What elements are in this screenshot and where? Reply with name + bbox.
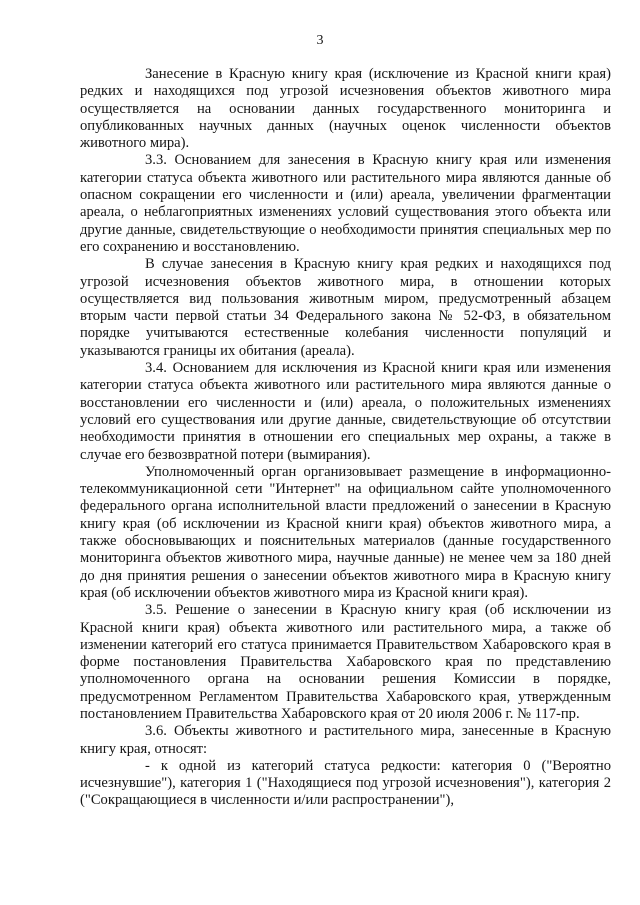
paragraph-3-6: 3.6. Объекты животного и растительного мира, занесенные в Красную книгу края, относят:	[80, 723, 611, 757]
paragraph-hunting-species: В случае занесения в Красную книгу края редких и находящихся под угрозой исчезновения объектов животного мира, в отношении которых осуществляется вид пользования животным миром, предусмотренный абзацем вторым части первой статьи 34 Федерального закона № 52-ФЗ, в обязательном порядке учитываются естественные колебания численности популяций и указываются границы их обитания (ареала).	[80, 256, 611, 359]
paragraph-internet-publication: Уполномоченный орган организовывает размещение в информационно-телекоммуникационной сети "Интернет" на официальном сайте уполномоченного федерального органа исполнительной власти предложений о занесении в Красную книгу края (об исключении из Красной книги края) объектов животного мира, а также обосновывающих и пояснительных материалов (данные государственного мониторинга объектов животного мира, научные данные) не менее чем за 180 дней до дня принятия решения о занесении объектов животного мира в Красную книгу края (об исключении объектов животного мира из Красной книги края).	[80, 463, 611, 601]
paragraph-3-3: 3.3. Основанием для занесения в Красную книгу края или изменения категории статуса объекта животного или растительного мира являются данные об опасном сокращении его численности и (или) ареала, увеличении фрагментации ареала, о неблагоприятных изменениях условий существования этого объекта или другие данные, свидетельствующие о необходимости принятия специальных мер по его сохранению и восстановлению.	[80, 152, 611, 255]
paragraph-3-4: 3.4. Основанием для исключения из Красной книги края или изменения категории статуса объекта животного или растительного мира являются данные о восстановлении его численности и (или) ареала, о положительных изменениях условий его существования или другие данные, свидетельствующие об отсутствии необходимости принятия в отношении его специальных мер охраны, а также в случае его безвозвратной потери (вымирания).	[80, 360, 611, 463]
paragraph-3-5: 3.5. Решение о занесении в Красную книгу края (об исключении из Красной книги края) объекта животного или растительного мира, а также об изменении категорий его статуса принимается Правительством Хабаровского края в форме постановления Правительства Хабаровского края по представлению уполномоченного органа на основании решения Комиссии в порядке, предусмотренном Регламентом Правительства Хабаровского края, утвержденным постановлением Правительства Хабаровского края от 20 июля 2006 г. № 117-пр.	[80, 602, 611, 722]
paragraph-red-book-listing-basis: Занесение в Красную книгу края (исключение из Красной книги края) редких и находящихся под угрозой исчезновения объектов животного мира осуществляется на основании данных государственного мониторинга и опубликованных научных данных (научных оценок численности объектов животного мира).	[80, 66, 611, 152]
page-number: 3	[316, 33, 324, 48]
document-body	[80, 66, 611, 810]
list-item-rarity-categories: - к одной из категорий статуса редкости: категория 0 ("Вероятно исчезнувшие"), категория 1 ("Находящиеся под угрозой исчезновения"), категория 2 ("Сокращающиеся в численности и/или распространении"),	[80, 757, 611, 809]
